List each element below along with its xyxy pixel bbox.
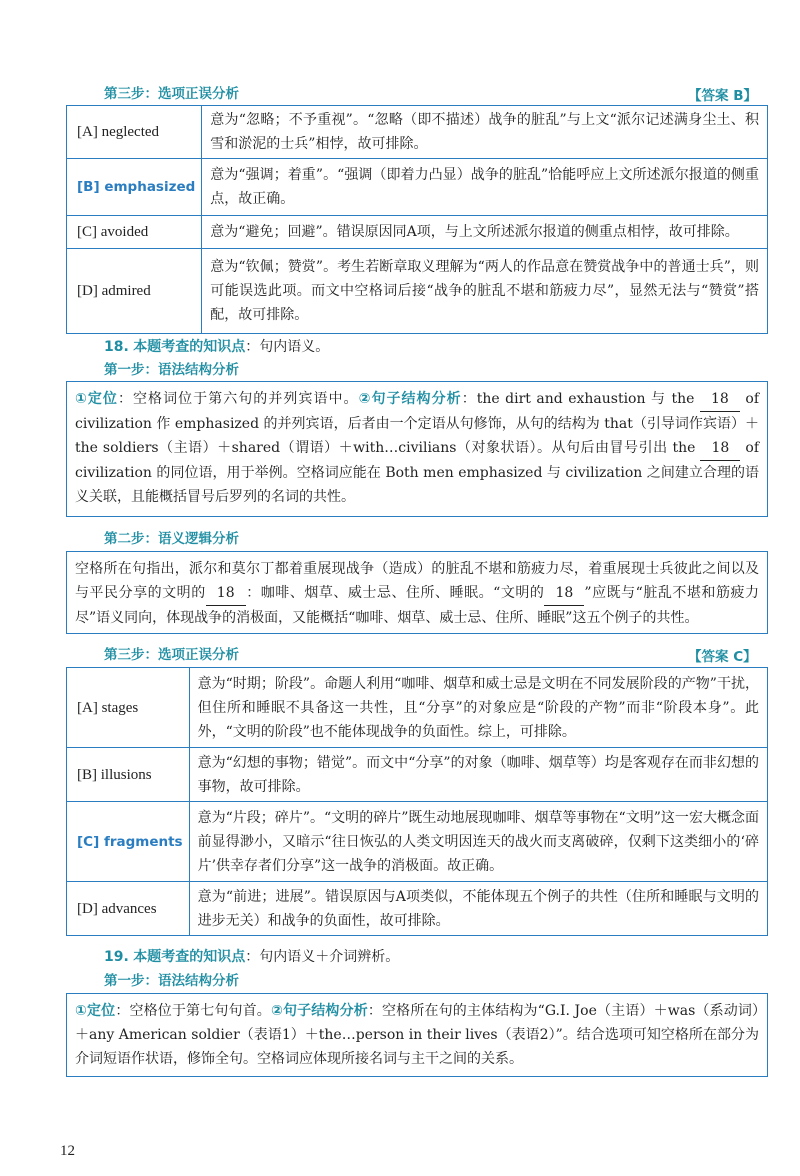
locate-label: ①定位 (75, 391, 118, 407)
option-label: [D] admired (67, 249, 202, 334)
q18-heading (104, 336, 329, 356)
option-desc: 意为“强调；着重”。“强调（即着力凸显）战争的脏乱”恰能呼应上文所述派尔报道的侧重点，故正确。 (202, 159, 768, 216)
q18-options-table (66, 667, 768, 936)
q17-step3-title: 第三步：选项正误分析 (104, 86, 239, 102)
structure-label: ②句子结构分析 (358, 391, 462, 407)
logic-text-b: ：咖啡、烟草、威士忌、住所、睡眠。“文明的 (245, 585, 545, 601)
locate-text: ：空格词位于第六句的并列宾语中。 (117, 391, 359, 407)
option-desc: 意为“避免；回避”。错误原因同A项，与上文所述派尔报道的侧重点相悖，故可排除。 (202, 216, 768, 249)
option-desc: 意为“时期；阶段”。命题人利用“咖啡、烟草和威士忌是文明在不同发展阶段的产物”干扰，但住所和睡眠不具备这一共性，且“分享”的对象应是“阶段的产物”而非“阶段本身”。此外，“文明的阶段”也不能体现战争的负面性。综上，可排除。 (189, 668, 767, 748)
option-label: [B] illusions (67, 748, 190, 802)
q17-options-table (66, 105, 768, 334)
table-row (67, 249, 768, 334)
knowledge-point-label: 本题考查的知识点 (133, 339, 246, 355)
locate-label: ①定位 (75, 1003, 116, 1019)
q19-step1-box (66, 993, 768, 1077)
option-desc: 意为“忽略；不予重视”。“忽略（即不描述）战争的脏乱”与上文“派尔记述满身尘土、积雪和淤泥的士兵”相悖，故可排除。 (202, 106, 768, 159)
page-number: 12 (60, 1143, 75, 1159)
table-row (67, 159, 768, 216)
option-label-correct: [B] emphasized (67, 159, 202, 216)
structure-text-a: ：the dirt and exhaustion 与 the (461, 391, 700, 407)
blank-18: 18 (700, 436, 740, 461)
q18-answer-tag: 【答案 C】 (688, 649, 757, 665)
option-label-correct: [C] fragments (67, 802, 190, 882)
option-label: [C] avoided (67, 216, 202, 249)
option-label: [A] neglected (67, 106, 202, 159)
blank-18: 18 (700, 387, 740, 412)
logic-text-c: ”应既与“脏乱不堪和筋疲力尽”语义同向，体现战争的消极面，又能概括“咖啡、烟草、威士忌、住所、睡眠”这五个例子的共性。 (75, 585, 760, 626)
locate-text: ：空格位于第七句句首。 (115, 1003, 271, 1019)
table-row (67, 802, 768, 882)
q17-answer-tag: 【答案 B】 (688, 88, 757, 104)
q19-step1-title: 第一步：语法结构分析 (104, 973, 239, 989)
question-number: 19. (104, 949, 129, 965)
option-label: [D] advances (67, 882, 190, 936)
q18-step1-title: 第一步：语法结构分析 (104, 362, 239, 378)
table-row (67, 882, 768, 936)
option-desc: 意为“幻想的事物；错觉”。而文中“分享”的对象（咖啡、烟草等）均是客观存在而非幻想的事物，故可排除。 (189, 748, 767, 802)
structure-text-b: of civilization 作 emphasized 的并列宾语，后者由一个定语从句修饰，从句的结构为 that（引导词作宾语）＋the soldiers（主语）＋shared（谓语）＋with…civilians（对象状语）。从句后由冒号引出 the (75, 391, 760, 456)
logic-text-a: 空格所在句指出，派尔和莫尔丁都着重展现战争（造成）的脏乱不堪和筋疲力尽，着重展现士兵彼此之间以及与平民分享的文明的 (75, 561, 759, 601)
structure-text-c: of civilization 的同位语，用于举例。空格词应能在 Both men emphasized 与 civilization 之间建立合理的语义关联，且能概括冒号后罗列的名词的共性。 (75, 440, 760, 505)
question-number: 18. (104, 339, 129, 355)
q18-step1-box (66, 381, 768, 517)
knowledge-point-value: ：句内语义＋介词辨析。 (245, 949, 400, 965)
blank-18: 18 (206, 581, 246, 606)
table-row (67, 216, 768, 249)
q18-step3-title: 第三步：选项正误分析 (104, 647, 239, 663)
table-row (67, 668, 768, 748)
q18-step2-title: 第二步：语义逻辑分析 (104, 531, 239, 547)
q18-step2-box (66, 551, 768, 634)
q19-heading (104, 946, 399, 966)
table-row (67, 748, 768, 802)
blank-18: 18 (544, 581, 584, 606)
option-desc: 意为“钦佩；赞赏”。考生若断章取义理解为“两人的作品意在赞赏战争中的普通士兵”，则可能误选此项。而文中空格词后接“战争的脏乱不堪和筋疲力尽”，显然无法与“赞赏”搭配，故可排除。 (202, 249, 768, 334)
knowledge-point-value: ：句内语义。 (245, 339, 330, 355)
option-label: [A] stages (67, 668, 190, 748)
structure-text: ：空格所在句的主体结构为“G.I. Joe（主语）＋was（系动词）＋any American soldier（表语1）＋the…person in their lives（表语2）”。结合选项可知空格所在部分为介词短语作状语，修饰全句。空格词应体现所接名词与主干之间的关系。 (75, 1003, 760, 1067)
table-row (67, 106, 768, 159)
option-desc: 意为“片段；碎片”。“文明的碎片”既生动地展现咖啡、烟草等事物在“文明”这一宏大概念面前显得渺小，又暗示“往日恢弘的人类文明因连天的战火而支离破碎，仅剩下这类细小的‘碎片’供幸存者们分享”这一战争的消极面。故正确。 (189, 802, 767, 882)
structure-label: ②句子结构分析 (270, 1003, 368, 1019)
option-desc: 意为“前进；进展”。错误原因与A项类似，不能体现五个例子的共性（住所和睡眠与文明的进步无关）和战争的负面性，故可排除。 (189, 882, 767, 936)
knowledge-point-label: 本题考查的知识点 (133, 949, 246, 965)
